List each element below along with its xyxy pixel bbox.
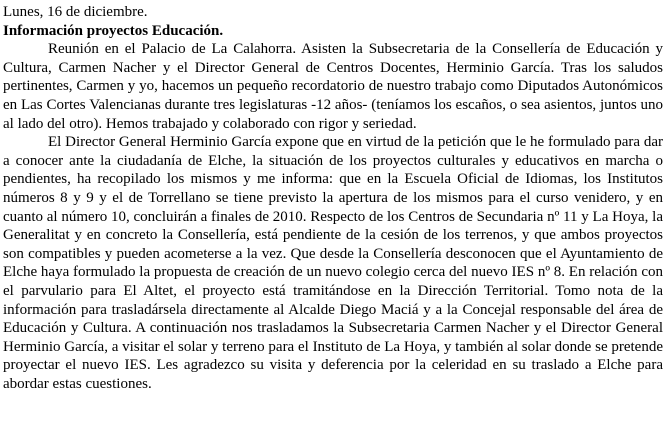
paragraph-report: El Director General Herminio García expone que en virtud de la petición que le he formulado para dar a conocer ante la ciudadanía de Elche, la situación de los proyectos culturales y educativos en marcha o pendientes, ha recopilado los mismos y me informa: que en la Escuela Oficial de Idiomas, los Institutos números 8 y 9 y el de Torrellano se tiene previsto la apertura de los mismos para el curso venidero, y en cuanto al número 10, concluirán a finales de 2010. Respecto de los Centros de Secundaria nº 11 y La Hoya, la Generalitat y en concreto la Consellería, está pendiente de la cesión de los terrenos, y que ambos proyectos son compatibles y pueden acometerse a la vez. Que desde la Consellería desconocen que el Ayuntamiento de Elche haya formulado la propuesta de creación de un nuevo colegio cerca del nuevo IES nº 8. En relación con el parvulario para El Altet, el proyecto está tramitándose en la Dirección Territorial. Tomo nota de la información para trasladársela directamente al Alcalde Diego Maciá y a la Concejal responsable del área de Educación y Cultura. A continuación nos trasladamos la Subsecretaria Carmen Nacher y el Director General Herminio García, a visitar el solar y terreno para el Instituto de La Hoya, y también al solar donde se pretende proyectar el nuevo IES. Les agradezco su visita y deferencia por la celeridad en su traslado a Elche para abordar estas cuestiones. (3, 134, 663, 392)
document-title: Información proyectos Educación. (3, 22, 224, 39)
date-line: Lunes, 16 de diciembre. (3, 4, 148, 20)
paragraph-meeting: Reunión en el Palacio de La Calahorra. Asisten la Subsecretaria de la Consellería de Educación y Cultura, Carmen Nacher y el Director General de Centros Docentes, Herminio García. Tras los saludos pertinentes, Carmen y yo, hacemos un pequeño recordatorio de nuestro trabajo como Diputados Autonómicos en Las Cortes Valencianas durante tres legislaturas -12 años- (teníamos los escaños, o sea asientos, juntos uno al lado del otro). Hemos trabajado y colaborado con rigor y seriedad. (3, 41, 663, 132)
